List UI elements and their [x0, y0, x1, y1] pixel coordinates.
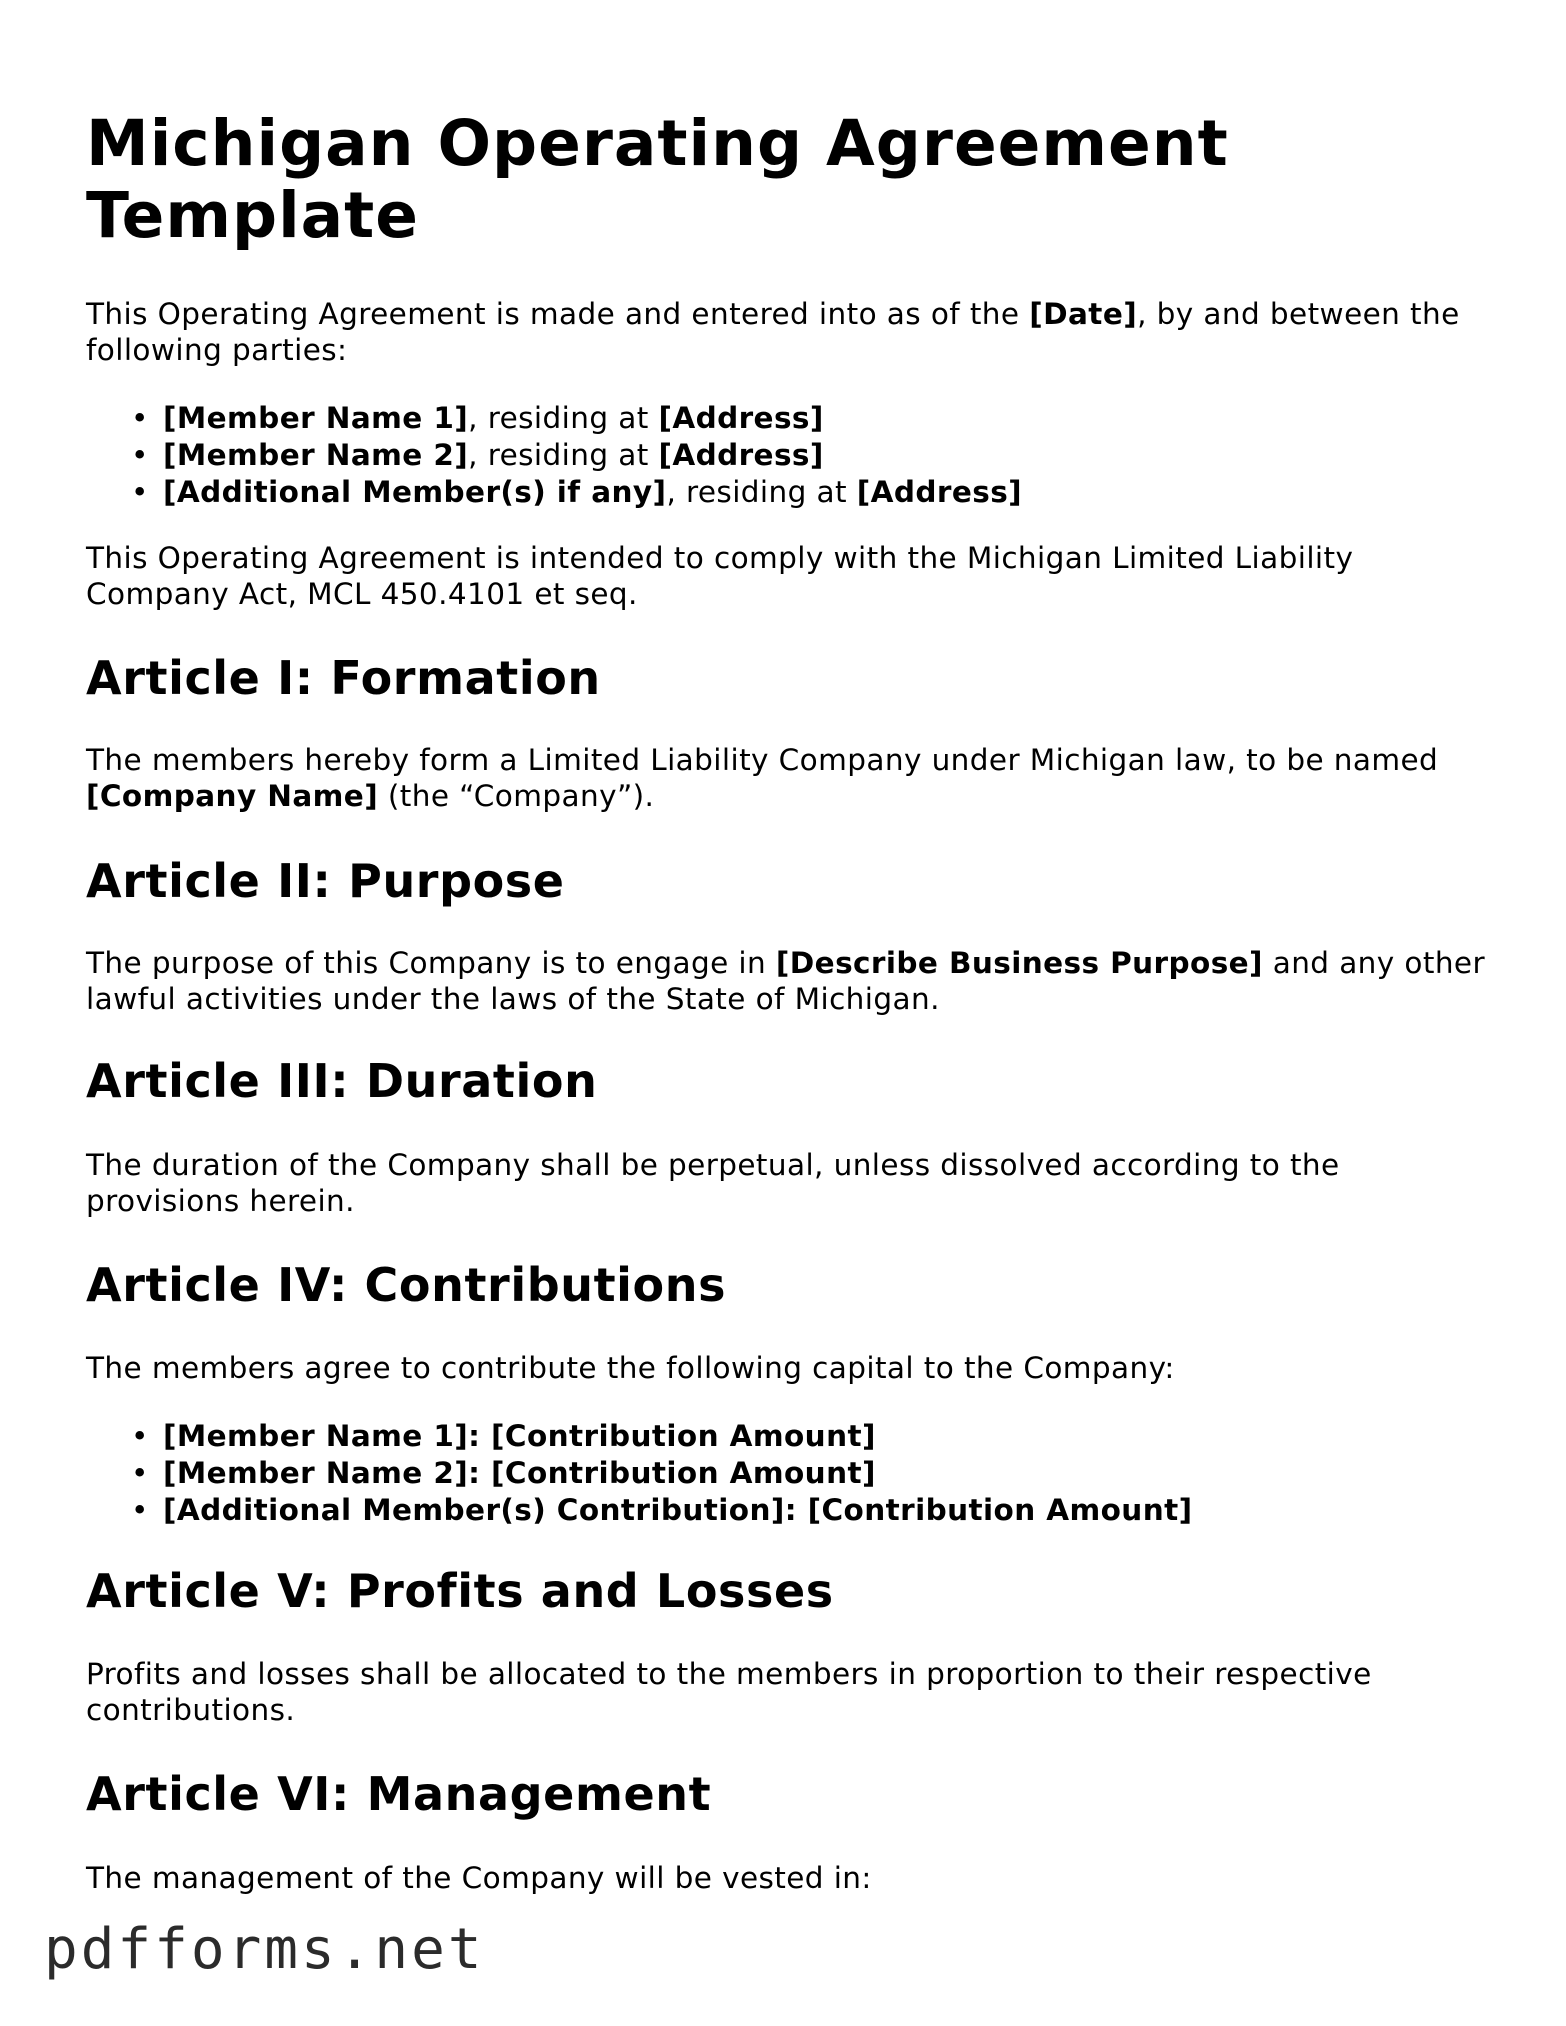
company-name-placeholder: [Company Name] [86, 779, 379, 813]
business-purpose-placeholder: [Describe Business Purpose] [775, 946, 1263, 980]
article-2-text [86, 945, 1506, 1017]
article-2-text-pre: The purpose of this Company is to engage in [86, 946, 776, 980]
article-2-heading: Article II: Purpose [86, 854, 565, 908]
party-address: [Address] [856, 475, 1023, 509]
party-name: [Member Name 2] [163, 438, 469, 472]
article-5-heading: Article V: Profits and Losses [86, 1564, 834, 1618]
article-1-heading: Article I: Formation [86, 651, 601, 705]
article-2-text-post: and any other lawful activities under the laws of the State of Michigan. [86, 946, 1486, 1016]
list-item [86, 437, 1022, 474]
contribution-item: [Member Name 2]: [Contribution Amount] [163, 1456, 876, 1490]
bullet-icon: • [131, 401, 149, 435]
list-item [86, 1455, 1192, 1492]
compliance-paragraph: This Operating Agreement is intended to comply with the Michigan Limited Liability Company Act, MCL 450.4101 et seq. [86, 541, 1354, 611]
list-item [86, 1418, 1192, 1455]
article-6-heading: Article VI: Management [86, 1767, 712, 1821]
date-placeholder: [Date] [1029, 297, 1138, 331]
bullet-icon: • [131, 1493, 149, 1527]
party-residing: , residing at [468, 438, 659, 472]
bullet-icon: • [131, 438, 149, 472]
bullet-icon: • [131, 1419, 149, 1453]
party-residing: , residing at [468, 401, 659, 435]
article-5-text: Profits and losses shall be allocated to the members in proportion to their respective contributions. [86, 1657, 1372, 1727]
party-name: [Additional Member(s) if any] [163, 475, 667, 509]
contribution-item: [Member Name 1]: [Contribution Amount] [163, 1419, 876, 1453]
article-1-text-pre: The members hereby form a Limited Liability Company under Michigan law, to be named [86, 743, 1439, 777]
bullet-icon: • [131, 1456, 149, 1490]
intro-paragraph [86, 296, 1506, 368]
article-4-text: The members agree to contribute the following capital to the Company: [86, 1351, 1175, 1385]
party-residing: , residing at [666, 475, 857, 509]
article-3-heading: Article III: Duration [86, 1054, 598, 1108]
document-title: Michigan Operating Agreement Template [86, 107, 1229, 252]
bullet-icon: • [131, 475, 149, 509]
contribution-item: [Additional Member(s) Contribution]: [Contribution Amount] [163, 1493, 1193, 1527]
watermark-logo: pdfforms.net [44, 1917, 485, 1982]
intro-text-post: , by and between the following parties: [86, 297, 1460, 367]
article-6-text: The management of the Company will be vested in: [86, 1861, 872, 1895]
article-3-text: The duration of the Company shall be perpetual, unless dissolved according to the provisions herein. [86, 1148, 1340, 1218]
party-address: [Address] [658, 401, 824, 435]
intro-text-pre: This Operating Agreement is made and entered into as of the [86, 297, 1030, 331]
party-name: [Member Name 1] [163, 401, 469, 435]
party-address: [Address] [658, 438, 824, 472]
article-1-text [86, 742, 1506, 814]
list-item [86, 1492, 1192, 1529]
parties-list [86, 400, 1022, 511]
article-1-text-post: (the “Company”). [378, 779, 655, 813]
list-item [86, 400, 1022, 437]
article-4-heading: Article IV: Contributions [86, 1258, 727, 1312]
list-item [86, 474, 1022, 511]
contributions-list [86, 1418, 1192, 1529]
